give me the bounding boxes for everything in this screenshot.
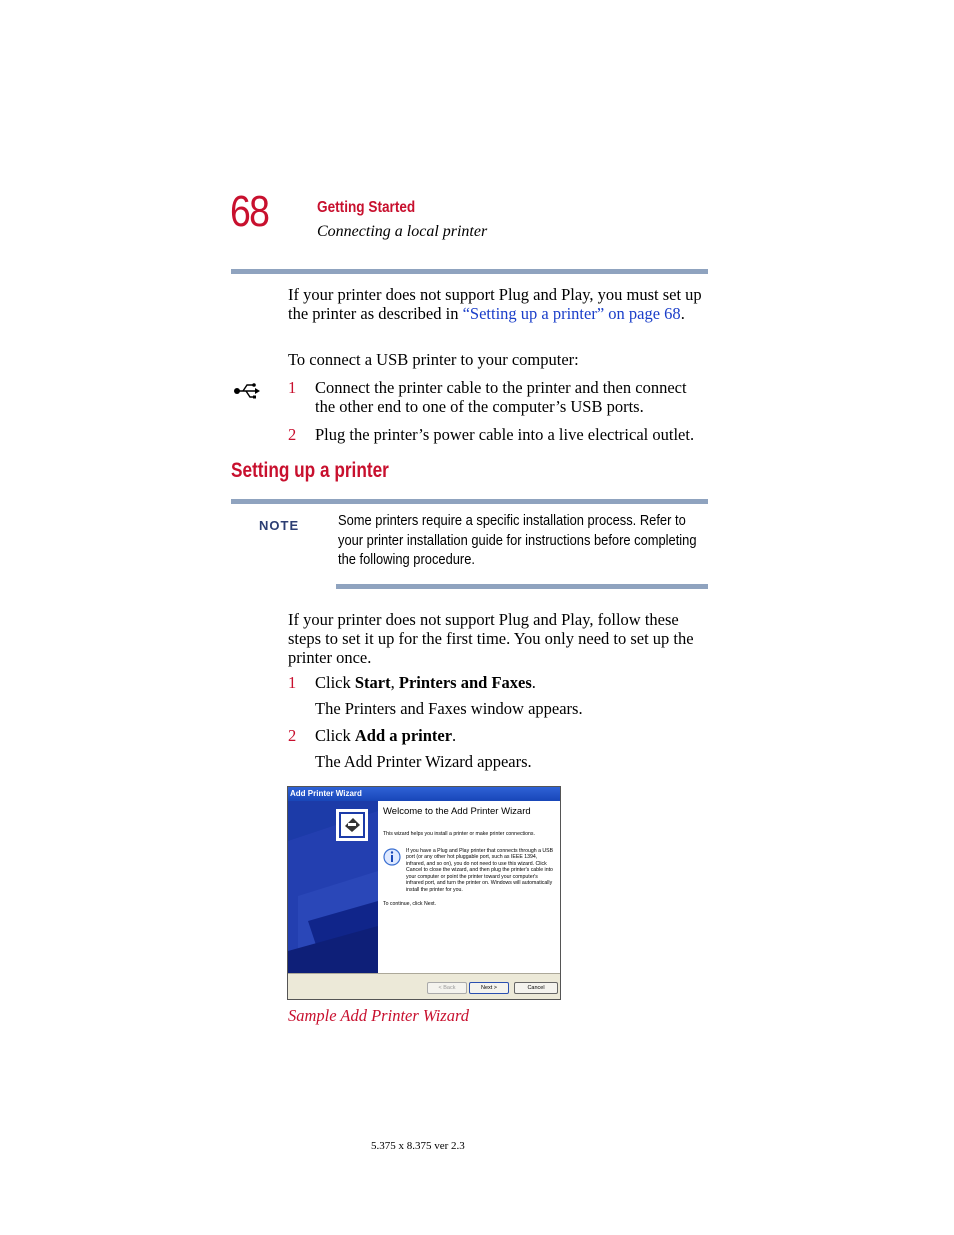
section-rule [231, 499, 708, 504]
step-1-suffix: . [531, 673, 536, 692]
note-rule [336, 584, 708, 589]
step-2-suffix: . [452, 726, 457, 745]
next-button[interactable]: Next > [469, 982, 509, 994]
usb-icon [233, 380, 261, 402]
start-menu-ref: Start [354, 673, 391, 692]
step-2-prefix: Click [315, 726, 355, 745]
note-label: NOTE [259, 518, 300, 533]
printers-faxes-ref: Printers and Faxes [398, 673, 532, 692]
setup-step-1-number: 1 [288, 673, 297, 692]
cross-reference-link[interactable]: “Setting up a printer” on page 68 [462, 304, 681, 323]
setup-step-2-result: The Add Printer Wizard appears. [315, 752, 532, 771]
wizard-title-bar: Add Printer Wizard [288, 787, 560, 801]
section-title: Connecting a local printer [317, 223, 488, 240]
cancel-button[interactable]: Cancel [514, 982, 558, 994]
step-1-prefix: Click [315, 673, 355, 692]
figure-caption: Sample Add Printer Wizard [288, 1006, 470, 1025]
usb-intro: To connect a USB printer to your computer: [288, 350, 579, 369]
wizard-info-block [383, 848, 555, 894]
wizard-info-text: If you have a Plug and Play printer that connects through a USB port (or any other hot pluggable port, such as IEEE 1394, infrared, and so on), you do not need to use this wizard. Click Cancel to close the wizard, and then plug the printer's cable into your computer or point the printer toward your computer's infrared port, and turn the printer on. Windows will automatically install the printer for you. [406, 847, 554, 893]
usb-step-2-text: Plug the printer’s power cable into a live electrical outlet. [315, 425, 695, 444]
add-printer-wizard-screenshot [287, 786, 561, 1000]
page-number: 68 [230, 187, 269, 236]
step-1-separator: , [390, 673, 399, 692]
wizard-button-bar [288, 973, 560, 1000]
page-footer: 5.375 x 8.375 ver 2.3 [371, 1140, 465, 1152]
setup-step-1-result: The Printers and Faxes window appears. [315, 699, 583, 718]
back-button[interactable]: < Back [427, 982, 467, 994]
wizard-description: This wizard helps you install a printer or make printer connections. [383, 831, 535, 837]
intro-text: If your printer does not support Plug and Play, you must set up the printer as described in [288, 285, 702, 323]
intro-paragraph [288, 285, 708, 323]
usb-step-2-number: 2 [288, 425, 297, 444]
wizard-content [383, 807, 555, 908]
chapter-title: Getting Started [317, 199, 416, 216]
printer-illustration [288, 801, 378, 973]
wizard-continue-text: To continue, click Next. [383, 901, 437, 907]
setup-step-1-text [315, 673, 536, 692]
header-rule [231, 269, 708, 274]
intro-period: . [680, 304, 685, 323]
add-printer-ref: Add a printer [354, 726, 453, 745]
usb-step-1-text: Connect the printer cable to the printer and then connect the other end to one of the computer’s USB ports. [315, 378, 687, 416]
setup-step-2-text [315, 726, 456, 745]
section-heading: Setting up a printer [231, 459, 389, 482]
usb-step-1-number: 1 [288, 378, 297, 397]
wizard-heading: Welcome to the Add Printer Wizard [383, 806, 531, 817]
info-icon [383, 848, 401, 866]
setup-intro: If your printer does not support Plug and Play, follow these steps to set it up for the first time. You only need to set up the printer once. [288, 610, 694, 667]
wizard-side-banner [288, 801, 378, 973]
note-text: Some printers require a specific installation process. Refer to your printer installation guide for instructions before completing the following procedure. [338, 512, 697, 568]
setup-step-2-number: 2 [288, 726, 297, 745]
